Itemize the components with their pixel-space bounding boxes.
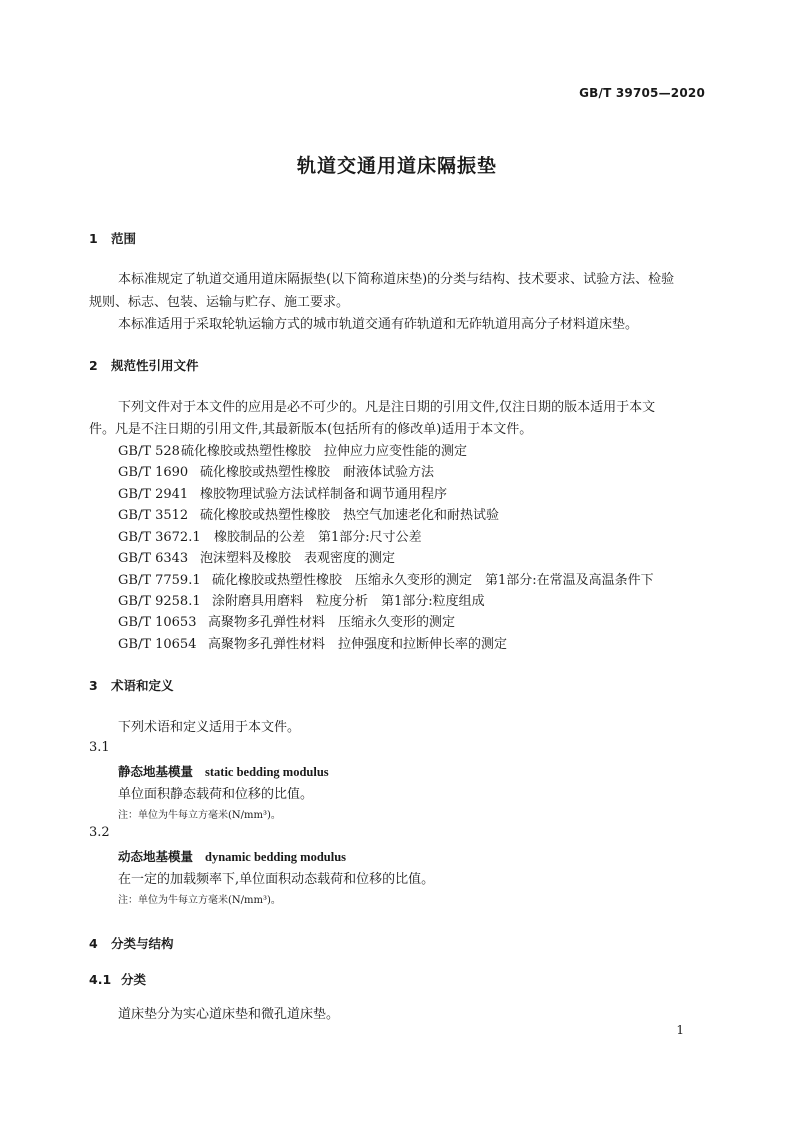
section-4-heading — [89, 934, 174, 952]
reference-code: GB/T 10654 — [118, 637, 197, 652]
term-chinese: 静态地基模量 — [118, 764, 194, 779]
paragraph: 道床垫分为实心道床垫和微孔道床垫。 — [118, 1007, 340, 1022]
reference-title: 高聚物多孔弹性材料 拉伸强度和拉断伸长率的测定 — [208, 637, 508, 652]
term-chinese: 动态地基模量 — [118, 849, 194, 864]
section-number: 4 — [89, 936, 98, 951]
term-number: 3.2 — [89, 825, 110, 840]
reference-item — [118, 440, 467, 459]
reference-title: 高聚物多孔弹性材料 压缩永久变形的测定 — [208, 615, 456, 630]
reference-item — [118, 504, 499, 523]
section-title: 范围 — [111, 231, 137, 246]
document-title: 轨道交通用道床隔振垫 — [296, 155, 497, 177]
term-note: 注：单位为牛每立方毫米(N/mm³)。 — [118, 810, 281, 821]
reference-item — [118, 461, 434, 480]
term-english: dynamic bedding modulus — [205, 850, 347, 864]
reference-title: 硫化橡胶或热塑性橡胶 耐液体试验方法 — [200, 465, 435, 480]
section-3-heading — [89, 676, 174, 694]
reference-code: GB/T 10653 — [118, 615, 197, 630]
reference-code: GB/T 3512 — [118, 508, 189, 523]
reference-code: GB/T 1690 — [118, 465, 189, 480]
term-number: 3.1 — [89, 740, 110, 755]
section-number: 3 — [89, 678, 98, 693]
section-title: 术语和定义 — [111, 678, 174, 693]
subsection-title: 分类 — [121, 972, 147, 987]
paragraph: 本标准适用于采取轮轨运输方式的城市轨道交通有砟轨道和无砟轨道用高分子材料道床垫。 — [118, 317, 639, 332]
reference-item — [118, 590, 485, 609]
reference-item — [118, 483, 447, 502]
reference-item — [118, 547, 395, 566]
page-number: 1 — [676, 1023, 684, 1037]
paragraph-line: 下列文件对于本文件的应用是必不可少的。凡是注日期的引用文件,仅注日期的版本适用于本文 — [118, 400, 656, 415]
section-number: 1 — [89, 231, 98, 246]
reference-title: 硫化橡胶或热塑性橡胶 拉伸应力应变性能的测定 — [181, 444, 468, 459]
paragraph-line: 件。凡是不注日期的引用文件,其最新版本(包括所有的修改单)适用于本文件。 — [89, 422, 533, 437]
reference-code: GB/T 3672.1 — [118, 530, 201, 545]
reference-title: 泡沫塑料及橡胶 表观密度的测定 — [200, 551, 396, 566]
reference-title: 橡胶物理试验方法试样制备和调节通用程序 — [200, 487, 448, 502]
paragraph-line: 规则、标志、包装、运输与贮存、施工要求。 — [89, 295, 350, 310]
section-number: 2 — [89, 358, 98, 373]
section-title: 规范性引用文件 — [111, 358, 199, 373]
section-1-heading — [89, 229, 136, 247]
subsection-4-1-heading — [89, 970, 146, 988]
reference-code: GB/T 2941 — [118, 487, 189, 502]
term-definition: 单位面积静态载荷和位移的比值。 — [118, 787, 314, 802]
reference-title: 涂附磨具用磨料 粒度分析 第1部分:粒度组成 — [212, 594, 485, 609]
paragraph: 下列术语和定义适用于本文件。 — [118, 720, 301, 735]
reference-code: GB/T 9258.1 — [118, 594, 201, 609]
term-definition: 在一定的加载频率下,单位面积动态载荷和位移的比值。 — [118, 872, 435, 887]
subsection-number: 4.1 — [89, 972, 112, 987]
reference-title: 硫化橡胶或热塑性橡胶 热空气加速老化和耐热试验 — [200, 508, 500, 523]
term-heading — [118, 847, 346, 865]
term-note: 注：单位为牛每立方毫米(N/mm³)。 — [118, 895, 281, 906]
reference-item — [118, 611, 455, 630]
section-title: 分类与结构 — [111, 936, 174, 951]
standard-code: GB/T 39705—2020 — [579, 86, 705, 100]
term-english: static bedding modulus — [205, 765, 329, 779]
reference-item — [118, 633, 507, 652]
paragraph-line: 本标准规定了轨道交通用道床隔振垫(以下简称道床垫)的分类与结构、技术要求、试验方法、检验 — [118, 272, 675, 287]
section-2-heading — [89, 356, 199, 374]
reference-item — [118, 526, 422, 545]
reference-code: GB/T 528 — [118, 444, 180, 459]
reference-code: GB/T 6343 — [118, 551, 189, 566]
reference-item — [118, 569, 654, 588]
reference-title: 硫化橡胶或热塑性橡胶 压缩永久变形的测定 第1部分:在常温及高温条件下 — [212, 573, 654, 588]
reference-title: 橡胶制品的公差 第1部分:尺寸公差 — [214, 530, 422, 545]
reference-code: GB/T 7759.1 — [118, 573, 201, 588]
term-heading — [118, 762, 329, 780]
